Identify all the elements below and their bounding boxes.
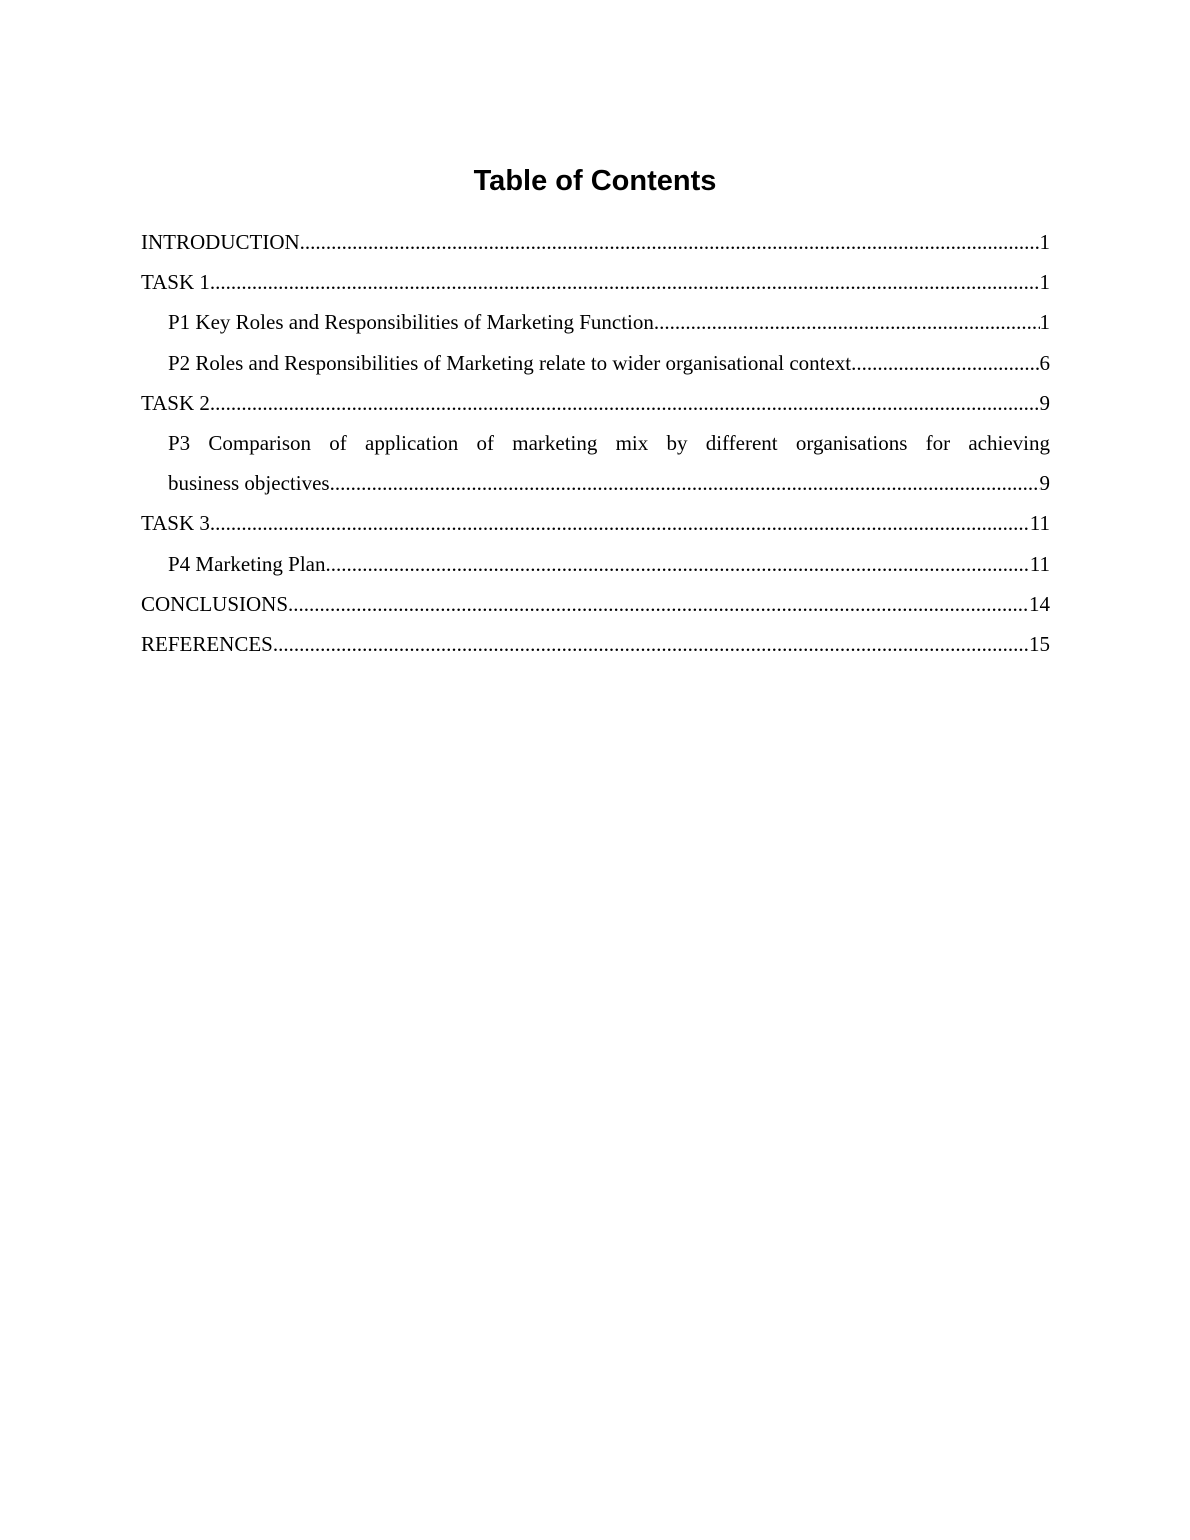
toc-entry-task-1[interactable]: [141, 262, 1050, 302]
dot-leader: [330, 463, 1040, 503]
toc-entry-label: P4 Marketing Plan: [168, 551, 326, 576]
toc-entry-task-2[interactable]: [141, 383, 1050, 423]
toc-entry-label-line-2: business objectives: [168, 471, 330, 496]
toc-entry-p2[interactable]: [141, 343, 1050, 383]
dot-leader: [288, 584, 1029, 624]
toc-entry-task-3[interactable]: [141, 503, 1050, 543]
dot-leader: [654, 302, 1040, 342]
toc-entry-label-line-2-row: [168, 463, 1050, 503]
toc-page-number: 1: [1039, 270, 1050, 295]
dot-leader: [300, 222, 1040, 262]
toc-page-number: 15: [1029, 632, 1050, 657]
dot-leader: [210, 503, 1030, 543]
dot-leader: [210, 262, 1040, 302]
toc-entry-label: INTRODUCTION: [141, 230, 300, 254]
toc-title: Table of Contents: [473, 165, 717, 197]
toc-entry-p3[interactable]: [141, 423, 1050, 503]
toc-entry-label: TASK 2: [141, 390, 210, 415]
table-of-contents: [141, 222, 1050, 664]
toc-entry-label: TASK 1: [141, 270, 210, 295]
dot-leader: [851, 343, 1039, 383]
toc-page-number: 1: [1039, 310, 1050, 335]
toc-page-number: 11: [1029, 551, 1050, 576]
dot-leader: [273, 624, 1029, 664]
toc-entry-label-line-1: P3 Comparison of application of marketing mix by different organisations for achieving: [168, 431, 1050, 456]
toc-page-number: 9: [1039, 390, 1050, 415]
toc-entry-label: REFERENCES: [141, 632, 273, 657]
toc-entry-label: P1 Key Roles and Responsibilities of Marketing Function: [168, 310, 654, 335]
dot-leader: [210, 383, 1040, 423]
toc-page-number: 6: [1039, 350, 1050, 375]
toc-entry-label: CONCLUSIONS: [141, 591, 289, 616]
toc-page-number: 14: [1029, 591, 1050, 616]
toc-entry-introduction[interactable]: [141, 222, 1050, 262]
toc-entry-label: P2 Roles and Responsibilities of Marketing relate to wider organisational context: [168, 350, 852, 375]
toc-page-number: 11: [1029, 511, 1050, 536]
toc-entry-p4[interactable]: [141, 544, 1050, 584]
toc-entry-conclusions[interactable]: [141, 584, 1050, 624]
toc-entry-label: TASK 3: [141, 511, 210, 536]
toc-entry-p1[interactable]: [141, 302, 1050, 342]
toc-page-number: 1: [1039, 230, 1050, 254]
toc-page-number: 9: [1039, 471, 1050, 496]
dot-leader: [326, 544, 1030, 584]
toc-entry-references[interactable]: [141, 624, 1050, 664]
